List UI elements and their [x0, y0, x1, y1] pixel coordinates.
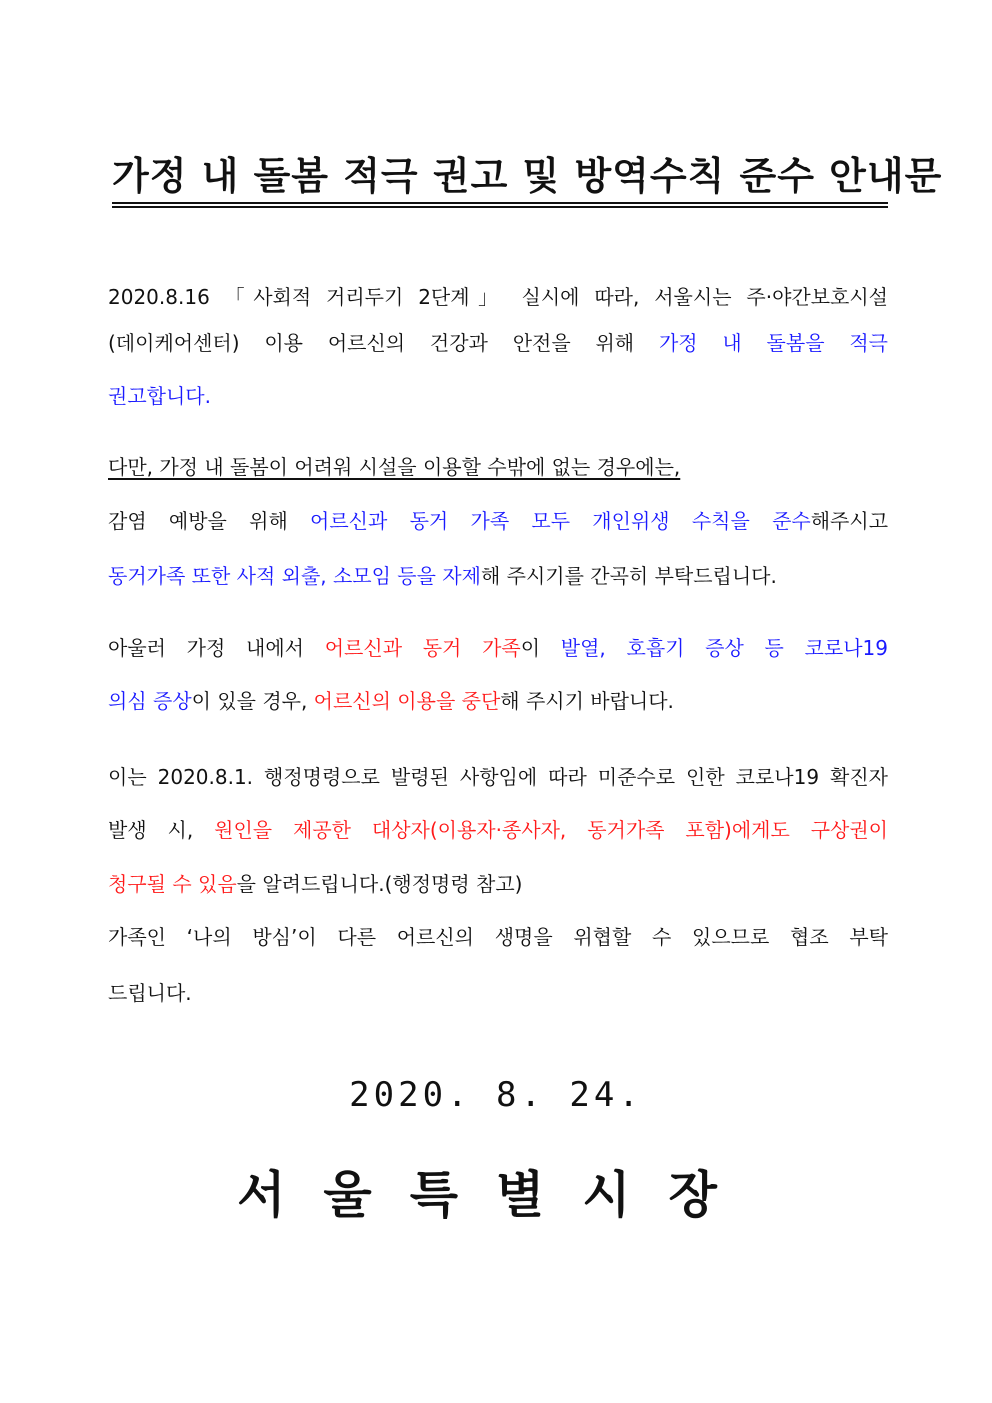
para3-line1-blue: 발열, 호흡기 증상 등 코로나19 [560, 636, 888, 660]
para3-line1-red: 어르신과 동거 가족 [324, 636, 521, 660]
para2-line2-highlight: 어르신과 동거 가족 모두 개인위생 수칙을 준수 [310, 509, 811, 533]
para4-line2-text: 발생 시, [108, 818, 215, 842]
para3-line1-text: 아울러 가정 내에서 [108, 636, 325, 660]
para2-line1 [108, 452, 888, 482]
para2-line3 [108, 561, 888, 591]
para1-line2 [108, 328, 888, 358]
title-underline [112, 202, 888, 204]
para3-line2-mid: 이 있을 경우, [191, 689, 314, 713]
para3-line2 [108, 686, 888, 716]
para1-line2-text: (데이케어센터) 이용 어르신의 건강과 안전을 위해 [108, 331, 659, 355]
para3-line2-red: 어르신의 이용을 중단 [313, 689, 501, 713]
page-title: 가정 내 돌봄 적극 권고 및 방역수칙 준수 안내문 [112, 154, 943, 198]
para4-line1: 이는 2020.8.1. 행정명령으로 발령된 사항임에 따라 미준수로 인한 코로나19 확진자 [108, 765, 888, 789]
para4-line3-suffix: 을 알려드립니다.(행정명령 참고) [236, 872, 523, 896]
para2-underlined: 다만, 가정 내 돌봄이 어려워 시설을 이용할 수밖에 없는 경우에는, [108, 455, 681, 479]
para2-line2 [108, 506, 888, 536]
para3-line1-mid: 이 [520, 636, 561, 660]
para4-line5: 드립니다. [108, 981, 192, 1005]
notice-date: 2020. 8. 24. [349, 1075, 643, 1115]
para3-line1 [108, 633, 888, 663]
para4-line2-red: 원인을 제공한 대상자(이용자·종사자, 동거가족 포함)에게도 구상권이 [214, 818, 888, 842]
para2-line3-suffix: 해 주시기를 간곡히 부탁드립니다. [480, 564, 777, 588]
title-block [112, 150, 943, 202]
para1-line3 [108, 381, 888, 411]
para3-line2-blue: 의심 증상 [108, 689, 192, 713]
para4-line2 [108, 815, 888, 845]
para1-line3-highlight: 권고합니다. [108, 384, 211, 408]
para4-line3 [108, 869, 888, 899]
para2-line2-suffix: 해주시고 [810, 509, 889, 533]
para3-line2-suffix: 해 주시기 바랍니다. [500, 689, 674, 713]
title-underline-double [112, 206, 888, 208]
para4-line3-red: 청구될 수 있음 [108, 872, 237, 896]
issuer-signature: 서울특별시장 [237, 1165, 755, 1224]
para2-line3-highlight: 동거가족 또한 사적 외출, 소모임 등을 자제 [108, 564, 481, 588]
para4-line4: 가족인 ‘나의 방심’이 다른 어르신의 생명을 위협할 수 있으므로 협조 부탁 [108, 925, 888, 949]
para1-line2-highlight: 가정 내 돌봄을 적극 [658, 331, 888, 355]
para2-line2-text: 감염 예방을 위해 [108, 509, 311, 533]
para1-line1: 2020.8.16 「사회적 거리두기 2단계」 실시에 따라, 서울시는 주·야간보호시설 [108, 285, 888, 309]
